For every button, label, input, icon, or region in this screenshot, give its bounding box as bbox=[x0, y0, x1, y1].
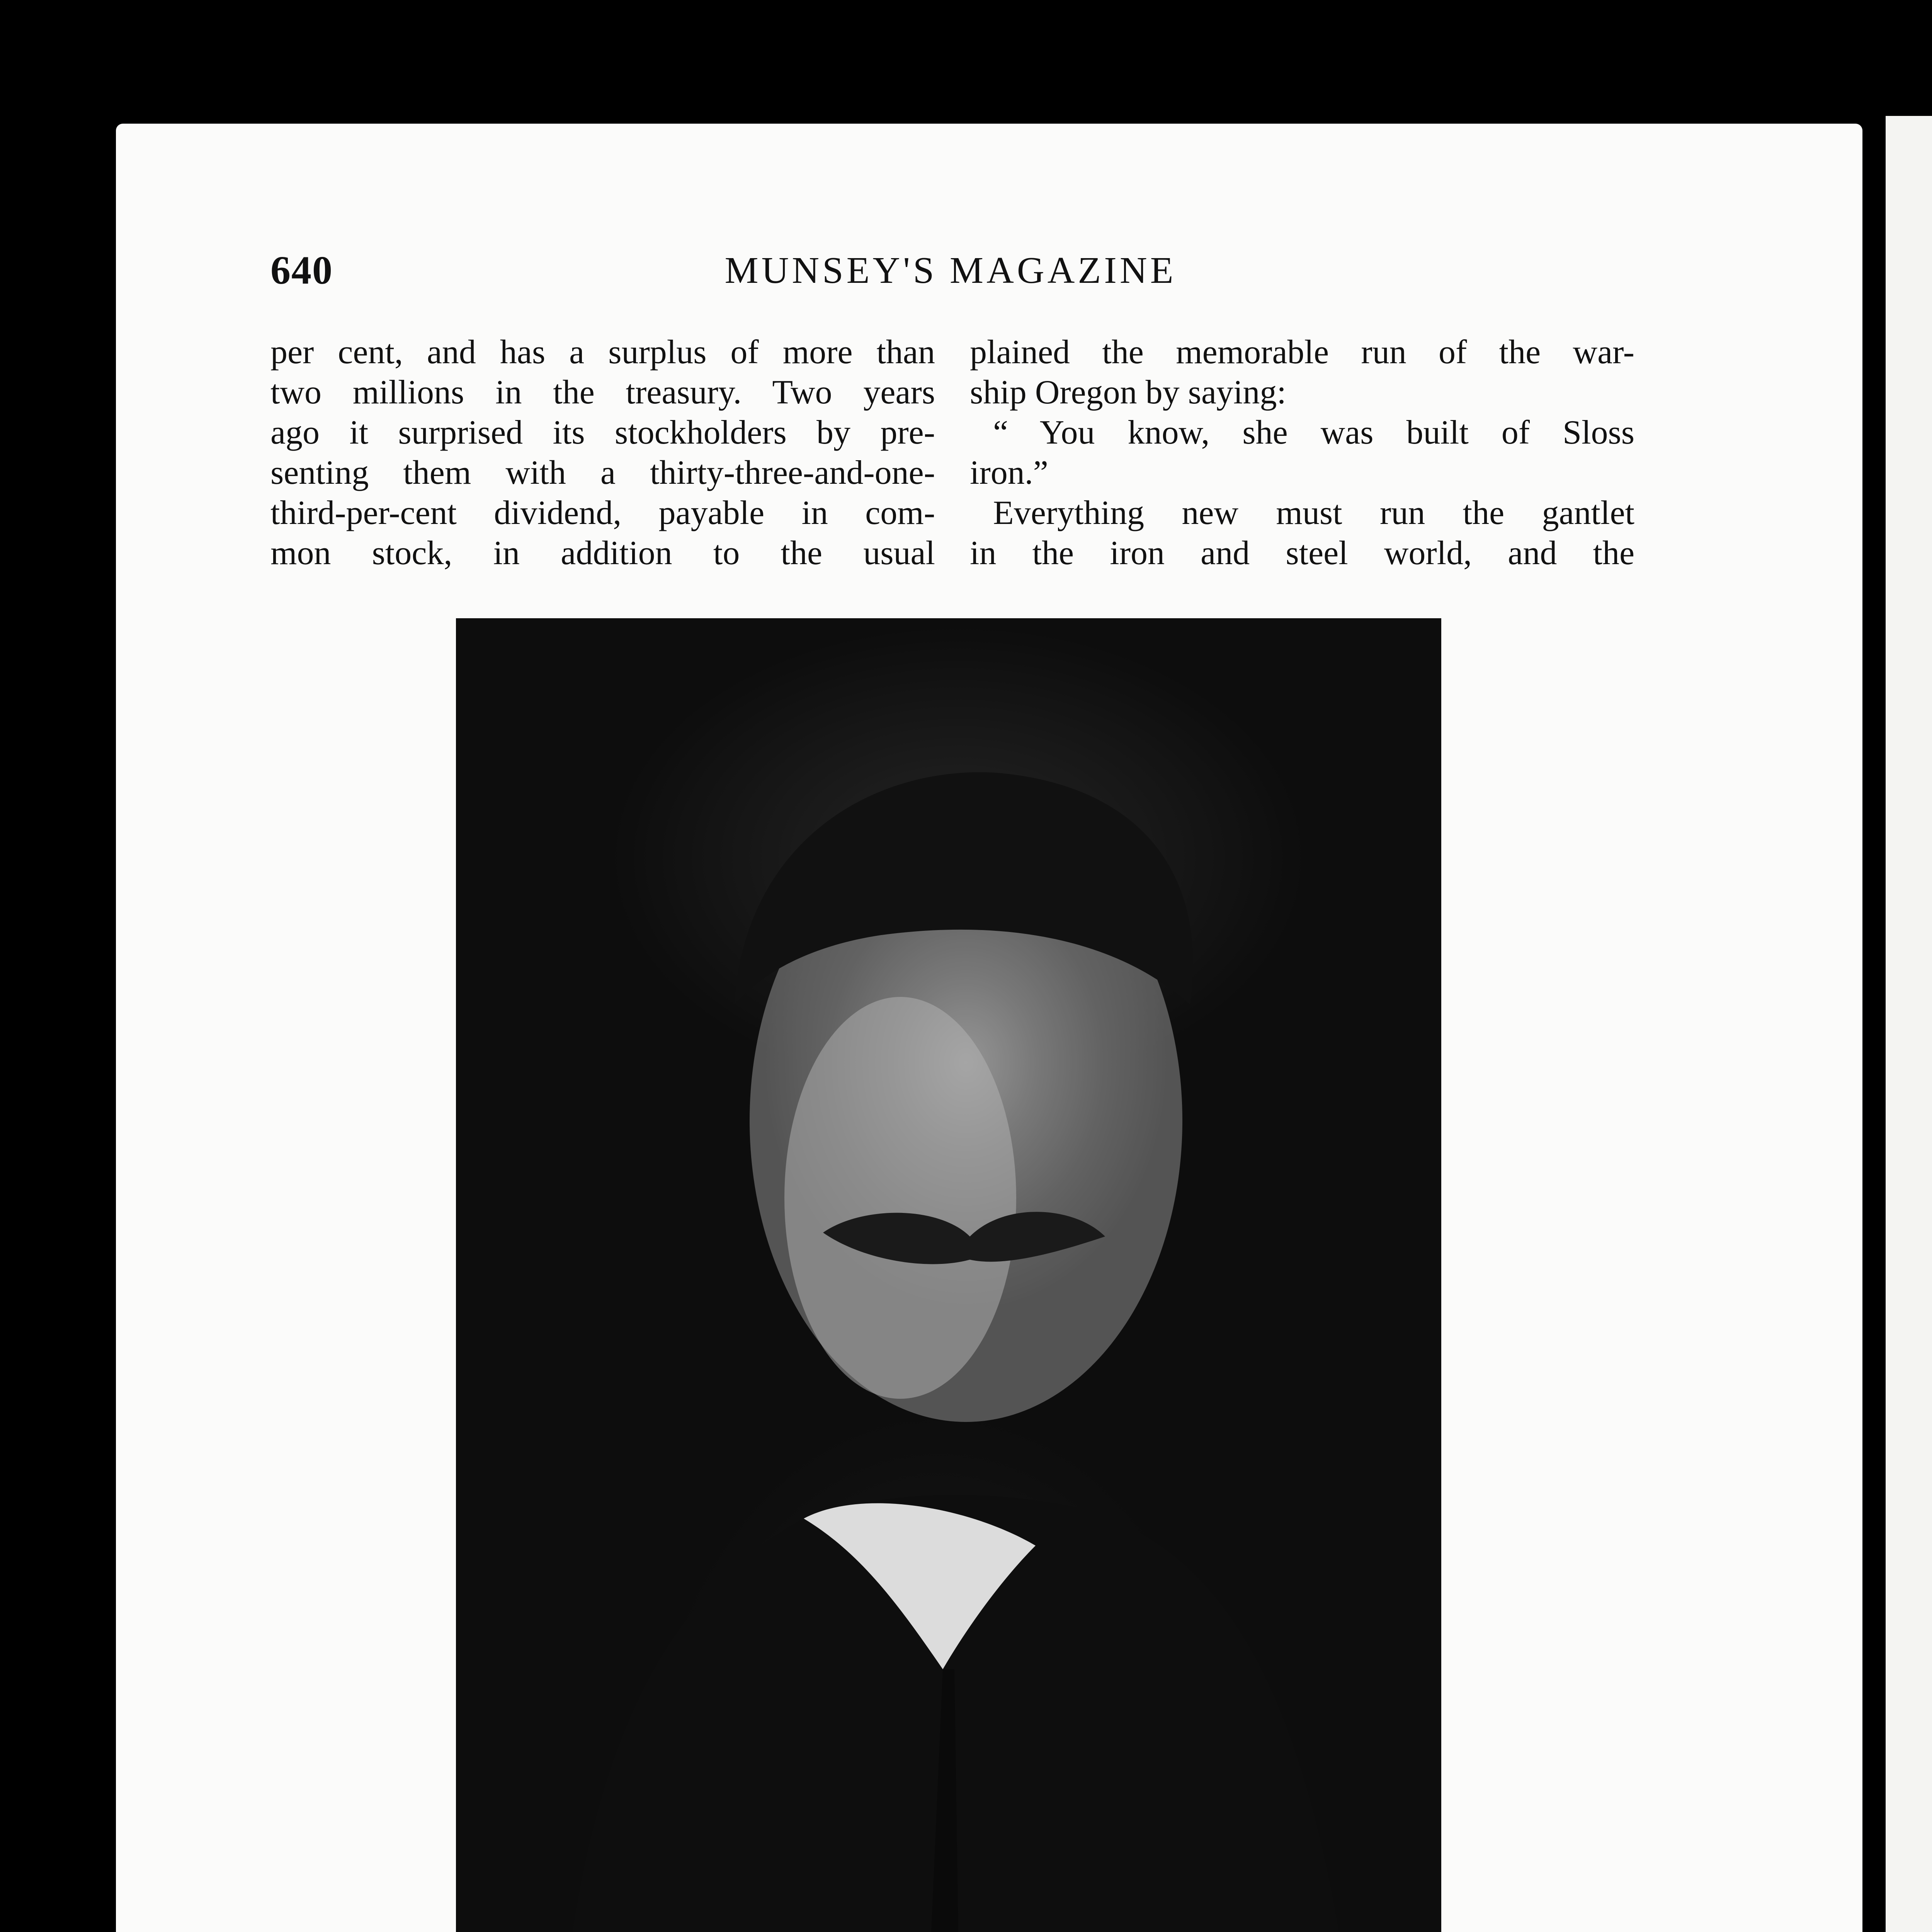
text-line: ship Oregon by saying: bbox=[970, 374, 1286, 411]
page-number: 640 bbox=[270, 248, 333, 293]
text-line: third-per-cent dividend, payable in com- bbox=[270, 494, 935, 532]
text-line: iron.” bbox=[970, 454, 1048, 492]
text-line: ago it surprised its stockholders by pre- bbox=[270, 414, 935, 451]
portrait-photograph bbox=[456, 618, 1441, 1932]
page-header bbox=[270, 247, 1631, 301]
next-page-edge bbox=[1886, 116, 1932, 1932]
text-line: in the iron and steel world, and the bbox=[970, 534, 1634, 572]
text-column-top-left bbox=[270, 332, 935, 573]
text-line: mon stock, in addition to the usual bbox=[270, 534, 935, 572]
text-line: “ You know, she was built of Sloss bbox=[993, 414, 1634, 451]
text-column-top-right bbox=[970, 332, 1634, 573]
text-line: plained the memorable run of the war- bbox=[970, 333, 1634, 371]
page-gutter bbox=[1862, 77, 1886, 1932]
text-line: Everything new must run the gantlet bbox=[993, 494, 1634, 532]
text-line: two millions in the treasury. Two years bbox=[270, 374, 935, 411]
portrait-illustration bbox=[456, 618, 1441, 1932]
running-head: MUNSEY'S MAGAZINE bbox=[724, 250, 1177, 291]
text-line: senting them with a thirty-three-and-one- bbox=[270, 454, 935, 492]
text-line: per cent, and has a surplus of more than bbox=[270, 333, 935, 371]
